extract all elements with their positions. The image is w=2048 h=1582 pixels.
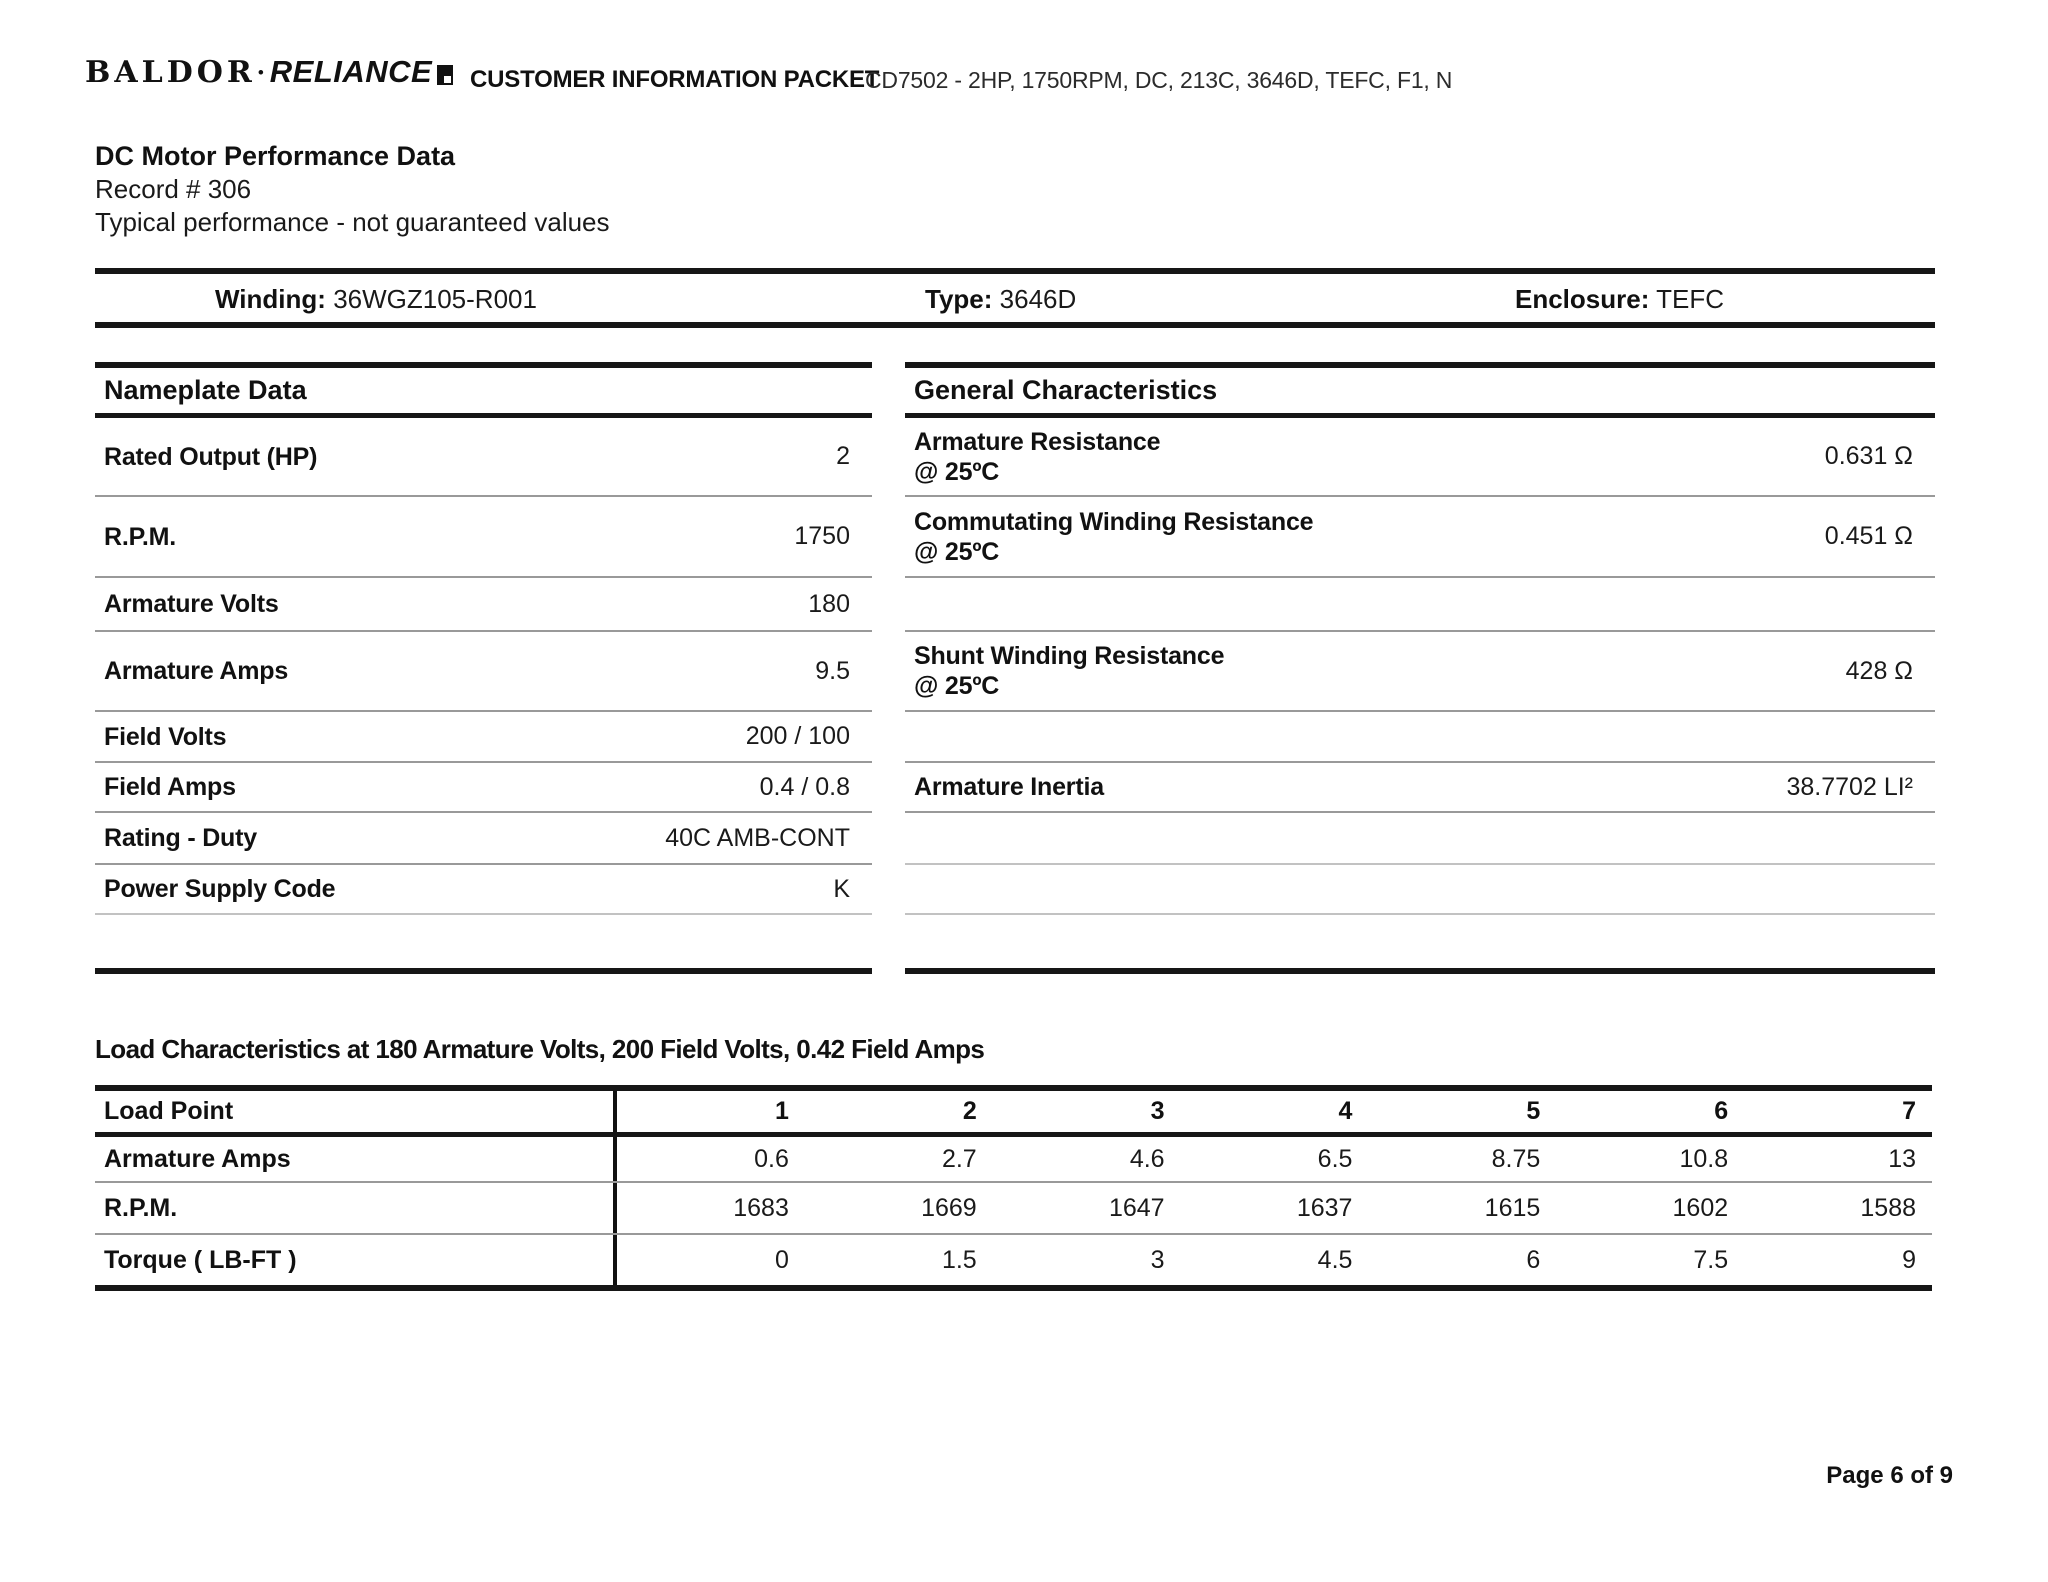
nameplate-data-table xyxy=(95,362,872,974)
table-row xyxy=(905,865,1935,915)
row-label-line: Armature Inertia xyxy=(914,773,1104,801)
load-point-header: 6 xyxy=(1714,1097,1729,1125)
load-value: 1637 xyxy=(1296,1193,1353,1222)
table-row xyxy=(905,763,1935,813)
logo-reliance-text: RELIANCE xyxy=(269,54,433,89)
type-value: 3646D xyxy=(999,284,1077,314)
row-value: 38.7702 LI² xyxy=(1786,772,1913,801)
enclosure-label: Enclosure: xyxy=(1515,284,1650,314)
load-value: 1683 xyxy=(733,1193,789,1222)
page-title: DC Motor Performance Data xyxy=(95,141,456,171)
table-row xyxy=(905,418,1935,497)
load-characteristics-heading: Load Characteristics at 180 Armature Volts, 200 Field Volts, 0.42 Field Amps xyxy=(95,1034,985,1064)
packet-title: CUSTOMER INFORMATION PACKET xyxy=(470,66,880,93)
load-value: 7.5 xyxy=(1693,1245,1729,1274)
row-value: 200 / 100 xyxy=(745,722,850,750)
load-point-header: 1 xyxy=(774,1097,789,1125)
load-value: 1.5 xyxy=(941,1245,977,1274)
divider xyxy=(95,1285,1932,1291)
type-label: Type: xyxy=(925,284,993,314)
load-value: 0.6 xyxy=(754,1144,789,1173)
load-row xyxy=(95,1235,1932,1285)
row-label xyxy=(95,722,746,752)
type-field xyxy=(925,284,1076,315)
table-row xyxy=(95,865,872,915)
load-value: 4.5 xyxy=(1317,1245,1353,1274)
row-label-line: R.P.M. xyxy=(104,522,176,551)
row-sublabel-line: @ 25ºC xyxy=(914,672,1000,700)
table-row xyxy=(905,712,1935,763)
row-label xyxy=(95,823,665,853)
row-label xyxy=(905,507,1825,567)
load-value: 1647 xyxy=(1108,1193,1165,1222)
row-value: 9.5 xyxy=(815,656,850,685)
table-row xyxy=(905,813,1935,865)
row-label-line: Armature Amps xyxy=(104,657,289,685)
row-label xyxy=(95,656,815,686)
load-value: 1615 xyxy=(1484,1193,1541,1222)
load-table-header-row xyxy=(95,1091,1932,1132)
row-label xyxy=(95,589,808,619)
performance-note: Typical performance - not guaranteed values xyxy=(95,207,610,237)
load-point-header: 2 xyxy=(962,1097,977,1125)
row-value: 0.4 / 0.8 xyxy=(759,772,850,801)
table-row xyxy=(905,915,1935,968)
load-point-header: 3 xyxy=(1150,1097,1165,1125)
table-row xyxy=(95,418,872,497)
enclosure-value: TEFC xyxy=(1656,284,1725,314)
load-value: 8.75 xyxy=(1491,1144,1541,1173)
divider xyxy=(95,968,872,974)
row-label-line: Armature Resistance xyxy=(914,427,1161,456)
divider xyxy=(95,322,1935,328)
load-value: 1669 xyxy=(921,1193,977,1222)
enclosure-field xyxy=(1515,284,1724,315)
page-indicator: Page 6 of 9 xyxy=(1826,1462,1953,1489)
load-value: 0 xyxy=(774,1245,789,1274)
baldor-reliance-logo xyxy=(85,54,453,90)
load-value: 13 xyxy=(1888,1144,1917,1173)
table-row xyxy=(95,915,872,968)
row-value: 180 xyxy=(808,589,850,618)
load-point-header: 4 xyxy=(1338,1097,1353,1125)
load-value: 3 xyxy=(1150,1245,1165,1274)
row-sublabel-line: @ 25ºC xyxy=(914,457,1000,486)
load-value: 6 xyxy=(1526,1245,1541,1274)
load-value: 1602 xyxy=(1672,1193,1729,1222)
load-row xyxy=(95,1183,1932,1235)
row-value: K xyxy=(833,874,850,903)
load-value: 9 xyxy=(1902,1245,1917,1274)
table-row xyxy=(95,578,872,632)
table-row xyxy=(95,763,872,813)
load-point-header: 5 xyxy=(1526,1097,1541,1125)
general-characteristics-table xyxy=(905,362,1935,974)
table-row xyxy=(905,497,1935,578)
row-label xyxy=(905,641,1846,701)
table-row xyxy=(95,813,872,865)
row-label-line: Rated Output (HP) xyxy=(104,442,318,471)
logo-mark-icon xyxy=(437,65,453,85)
row-label-line: Commutating Winding Resistance xyxy=(914,507,1314,536)
row-label-line: Power Supply Code xyxy=(104,875,336,903)
row-label xyxy=(95,772,760,802)
load-characteristics-table xyxy=(95,1085,1932,1291)
row-label xyxy=(95,522,794,552)
row-label-line: Field Amps xyxy=(104,773,236,801)
table-row xyxy=(905,578,1935,632)
row-sublabel-line: @ 25ºC xyxy=(914,537,1000,566)
row-label xyxy=(905,772,1787,802)
row-label: R.P.M. xyxy=(95,1183,617,1233)
product-description: CD7502 - 2HP, 1750RPM, DC, 213C, 3646D, TEFC, F1, N xyxy=(865,67,1453,93)
row-label xyxy=(905,427,1825,487)
load-value: 2.7 xyxy=(941,1144,977,1173)
load-point-label: Load Point xyxy=(95,1091,617,1132)
row-label-line: Rating - Duty xyxy=(104,824,257,852)
load-value: 1588 xyxy=(1860,1193,1917,1222)
row-value: 1750 xyxy=(794,522,850,550)
divider xyxy=(905,968,1935,974)
row-label-line: Field Volts xyxy=(104,722,227,751)
row-value: 40C AMB-CONT xyxy=(665,823,850,852)
row-value: 0.631 Ω xyxy=(1824,442,1913,470)
table-row xyxy=(95,712,872,763)
row-value: 0.451 Ω xyxy=(1824,522,1913,550)
winding-field xyxy=(215,284,537,315)
row-label xyxy=(95,874,833,904)
row-label xyxy=(95,442,836,472)
load-value: 10.8 xyxy=(1679,1144,1729,1173)
row-label: Torque ( LB-FT ) xyxy=(95,1235,617,1285)
title-block xyxy=(95,140,610,239)
row-label-line: Armature Volts xyxy=(104,590,279,618)
winding-summary-bar xyxy=(95,268,1935,328)
winding-value: 36WGZ105-R001 xyxy=(333,284,537,314)
winding-label: Winding: xyxy=(215,284,326,314)
load-value: 4.6 xyxy=(1129,1144,1165,1173)
logo-baldor-text: BALDOR xyxy=(85,54,256,90)
row-label-line: Shunt Winding Resistance xyxy=(914,642,1225,670)
record-number: Record # 306 xyxy=(95,174,252,204)
table-row xyxy=(95,497,872,578)
logo-separator-dot: • xyxy=(257,63,264,82)
table-title: Nameplate Data xyxy=(104,375,307,405)
load-point-header: 7 xyxy=(1902,1097,1917,1125)
row-label: Armature Amps xyxy=(95,1137,617,1181)
row-value: 2 xyxy=(836,442,850,470)
load-row xyxy=(95,1137,1932,1183)
table-row xyxy=(95,632,872,712)
table-title: General Characteristics xyxy=(914,375,1218,405)
row-value: 428 Ω xyxy=(1845,656,1913,685)
load-value: 6.5 xyxy=(1317,1144,1353,1173)
table-row xyxy=(905,632,1935,712)
